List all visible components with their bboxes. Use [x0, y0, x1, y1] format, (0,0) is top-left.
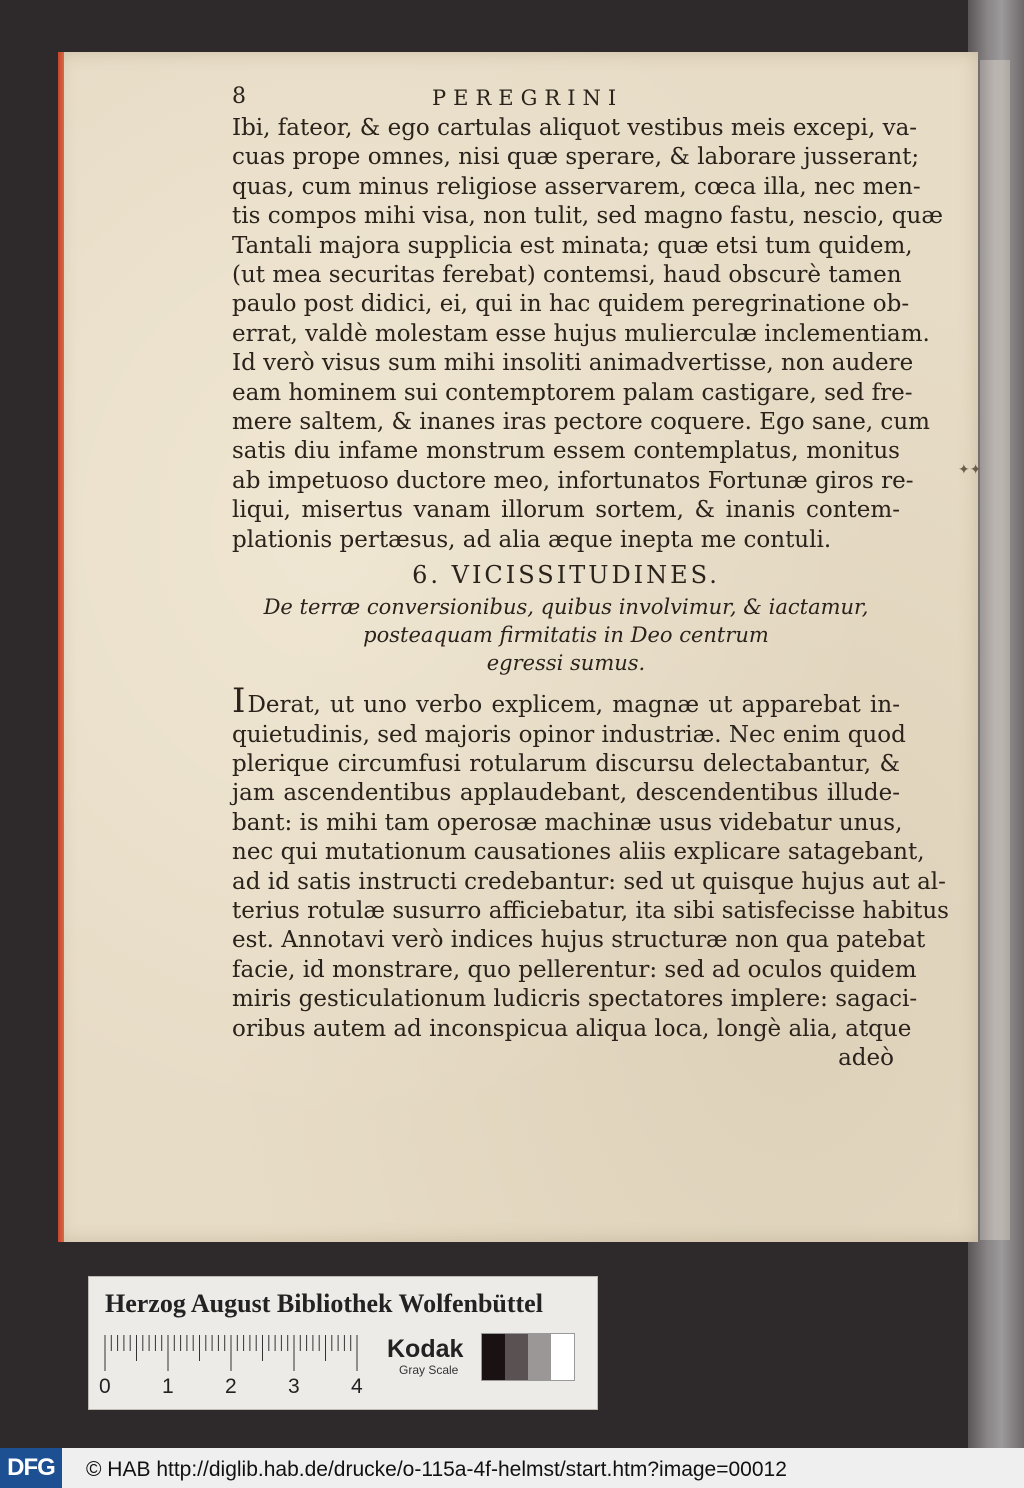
section-subtitle-line: egressi sumus.: [486, 651, 646, 676]
gray-swatch: [551, 1334, 574, 1380]
para1-line: Tantali majora supplicia est minata; quæ etsi tum quidem,: [232, 232, 913, 259]
dfg-logo: DFG: [0, 1448, 62, 1488]
para1-line: plationis pertæsus, ad alia æque inepta me contuli.: [232, 526, 832, 553]
para1-line: errat, valdè molestam esse hujus mulierculæ inclementiam.: [232, 320, 930, 347]
para1-line: Id verò visus sum mihi insoliti animadvertisse, non audere: [232, 350, 914, 377]
ruler-label: 3: [288, 1375, 300, 1398]
library-color-card: [88, 1276, 598, 1410]
paragraph-2-first-text: Derat, ut uno verbo explicem, magnæ ut apparebat in-: [247, 692, 900, 719]
card-title: Herzog August Bibliothek Wolfenbüttel: [105, 1289, 543, 1318]
para1-line: cuas prope omnes, nisi quæ sperare, & laborare jusserant;: [232, 144, 920, 171]
para1-line: paulo post didici, ei, qui in hac quidem peregrinatione ob-: [232, 291, 910, 318]
section-subtitle-line: De terræ conversionibus, quibus involvimur, & iactamur,: [263, 595, 869, 620]
para2-line: ad id satis instructi credebantur: sed ut quisque hujus aut al-: [232, 868, 946, 895]
drop-cap: I: [232, 681, 246, 722]
running-head-title: PEREGRINI: [432, 86, 624, 110]
red-page-edge: [58, 52, 64, 1242]
adjacent-page-paper: [980, 60, 1010, 1240]
para2-line: terius rotulæ susurro afficiebatur, ita sibi satisfecisse habitus: [232, 897, 949, 924]
gray-scale-swatches: [481, 1333, 575, 1381]
gray-swatch: [505, 1334, 528, 1380]
page-text: [232, 80, 949, 1073]
paragraph-2-line-first: [232, 681, 900, 722]
para2-line: miris gesticulationum ludicris spectatores implere: sagaci-: [232, 986, 918, 1013]
section-subtitle-line: posteaquam firmitatis in Deo centrum: [363, 623, 769, 648]
para2-line: bant: is mihi tam operosæ machinæ usus videbatur unus,: [232, 809, 903, 836]
gray-swatch: [528, 1334, 551, 1380]
para1-line: quas, cum minus religiose asservarem, cœca illa, nec men-: [232, 173, 921, 200]
para1-line: liqui, misertus vanam illorum sortem, & inanis contem-: [232, 497, 900, 524]
ruler-scale: [103, 1335, 363, 1375]
para2-line: quietudinis, sed majoris opinor industriæ. Nec enim quod: [232, 721, 906, 748]
para2-line: nec qui mutationum causationes aliis explicare satagebant,: [232, 839, 925, 866]
para2-line: oribus autem ad inconspicua aliqua loca, longè alia, atque: [232, 1015, 912, 1042]
para1-line: (ut mea securitas ferebat) contemsi, haud obscurè tamen: [232, 262, 902, 289]
ruler-label: 1: [162, 1375, 174, 1398]
para1-line: ab impetuoso ductore meo, infortunatos Fortunæ giros re-: [232, 467, 914, 494]
para2-line: facie, id monstrare, quo pellerentur: sed ad oculos quidem: [232, 956, 917, 983]
para1-line: Ibi, fateor, & ego cartulas aliquot vestibus meis excepi, va-: [232, 115, 918, 141]
section-title: 6. VICISSITUDINES.: [412, 561, 720, 590]
margin-mark: ✦✦: [958, 462, 982, 478]
catchword: adeò: [838, 1044, 894, 1071]
gray-swatch: [482, 1334, 505, 1380]
footer-credit: © HAB http://diglib.hab.de/drucke/o-115a-4f-helmst/start.htm?image=00012: [86, 1458, 787, 1481]
para1-line: eam hominem sui contemptorem palam castigare, sed fre-: [232, 379, 913, 406]
paragraph-2: [232, 681, 949, 1044]
running-head: [232, 80, 900, 114]
para2-line: jam ascendentibus applaudebant, descendentibus illude-: [232, 780, 900, 807]
ruler-label: 0: [99, 1375, 111, 1398]
para2-line: est. Annotavi verò indices hujus structuræ non qua patebat: [232, 927, 926, 954]
kodak-logo: Kodak: [387, 1335, 464, 1363]
section-subtitle: [232, 593, 900, 677]
kodak-subtitle: Gray Scale: [399, 1363, 459, 1377]
para2-line: plerique circumfusi rotularum discursu delectabantur, &: [232, 750, 900, 777]
page-number: 8: [232, 84, 246, 109]
ruler-label: 2: [225, 1375, 237, 1398]
para1-line: tis compos mihi visa, non tulit, sed magno fastu, nescio, quæ: [232, 203, 943, 230]
paragraph-1: [232, 114, 943, 555]
para1-line: satis diu infame monstrum essem contemplatus, monitus: [232, 438, 900, 465]
ruler-label: 4: [351, 1375, 363, 1398]
para1-line: mere saltem, & inanes iras pectore coquere. Ego sane, cum: [232, 409, 930, 436]
